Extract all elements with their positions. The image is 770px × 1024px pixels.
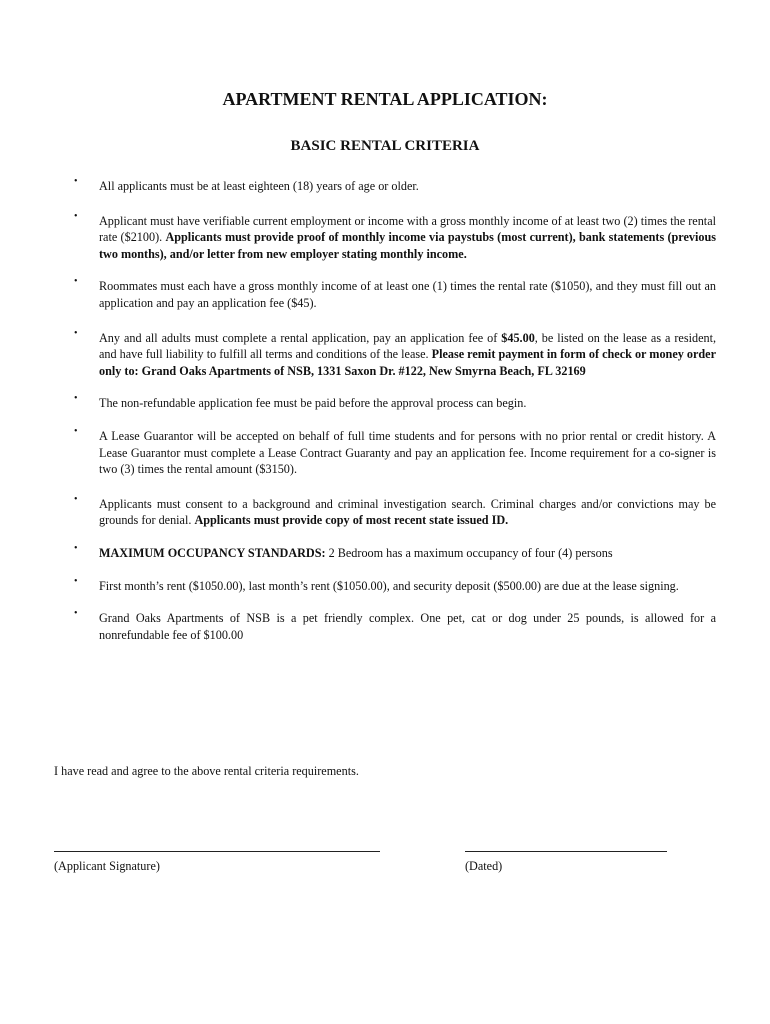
criteria-item [68, 178, 716, 195]
criteria-item [68, 210, 716, 263]
bullet-icon: • [74, 393, 78, 405]
criteria-list [68, 178, 716, 643]
bullet-icon: • [74, 276, 78, 288]
criteria-text: , be listed on the lease as a resident, and have full liability to fulfill all terms and conditions of the lease. [99, 330, 717, 362]
bullet-icon: • [74, 176, 78, 187]
bullet-icon: • [74, 542, 78, 554]
applicant-signature-line [54, 851, 380, 852]
criteria-text-bold: Applicants must provide proof of monthly income via paystubs (most current), bank statements (previous two months), and/or letter from new employer stating monthly income. [99, 230, 716, 261]
criteria-text: Grand Oaks Apartments of NSB is a pet friendly complex. One pet, cat or dog under 25 pounds, is allowed for a nonrefundable fee of $100.00 [99, 611, 716, 642]
criteria-text-bold: Please remit payment in form of check or money order only to: Grand Oaks Apartments of NSB, 1331 Saxon Dr. #122, New Smyrna Beach, FL 32169 [99, 347, 716, 378]
criteria-item [68, 575, 716, 595]
criteria-text: The non-refundable application fee must be paid before the approval process can begin. [99, 396, 527, 411]
criteria-text-bold: MAXIMUM OCCUPANCY STANDARDS: [99, 545, 326, 560]
criteria-text: Roommates must each have a gross monthly income of at least one (1) times the rental rate ($1050), and they must fill out an application and pay an application fee ($45). [99, 279, 716, 310]
criteria-text: Applicant must have verifiable current employment or income with a gross monthly income of at least two (2) times the rental rate ($2100). [99, 213, 716, 245]
bullet-icon: • [74, 210, 78, 222]
document-subtitle: BASIC RENTAL CRITERIA [290, 138, 480, 154]
criteria-text: Applicants must consent to a background and criminal investigation search. Criminal charges and/or convictions may be grounds for denial. [99, 496, 716, 528]
criteria-item [68, 278, 716, 311]
criteria-text: First month’s rent ($1050.00), last month’s rent ($1050.00), and security deposit ($500.00) are due at the lease signing. [99, 578, 679, 593]
criteria-item [68, 542, 716, 562]
criteria-text: All applicants must be at least eighteen (18) years of age or older. [99, 179, 419, 193]
bullet-icon: • [74, 493, 78, 505]
applicant-signature-label: (Applicant Signature) [54, 859, 160, 873]
criteria-item [68, 610, 716, 643]
date-label: (Dated) [465, 859, 503, 873]
agreement-statement: I have read and agree to the above rental criteria requirements. [54, 764, 359, 778]
criteria-text: Any and all adults must complete a rental application, pay an application fee of [99, 330, 502, 345]
bullet-icon: • [74, 608, 78, 620]
criteria-item [68, 395, 716, 412]
date-line [465, 851, 667, 852]
criteria-text: 2 Bedroom has a maximum occupancy of four (4) persons [325, 545, 613, 560]
bullet-icon: • [74, 575, 78, 587]
criteria-item [68, 493, 716, 529]
criteria-item [68, 327, 717, 380]
criteria-item [68, 425, 716, 478]
document-title: APARTMENT RENTAL APPLICATION: [222, 89, 548, 109]
criteria-text-bold: Applicants must provide copy of most recent state issued ID. [194, 513, 509, 528]
criteria-text: A Lease Guarantor will be accepted on behalf of full time students and for persons with no prior rental or credit history. A Lease Guarantor must complete a Lease Contract Guaranty and pay an application fee. Income requirement for a co-signer is two (3) times the rental amount ($3150). [99, 428, 716, 477]
criteria-text-bold: $45.00 [501, 330, 535, 345]
bullet-icon: • [74, 425, 78, 437]
bullet-icon: • [74, 327, 78, 339]
